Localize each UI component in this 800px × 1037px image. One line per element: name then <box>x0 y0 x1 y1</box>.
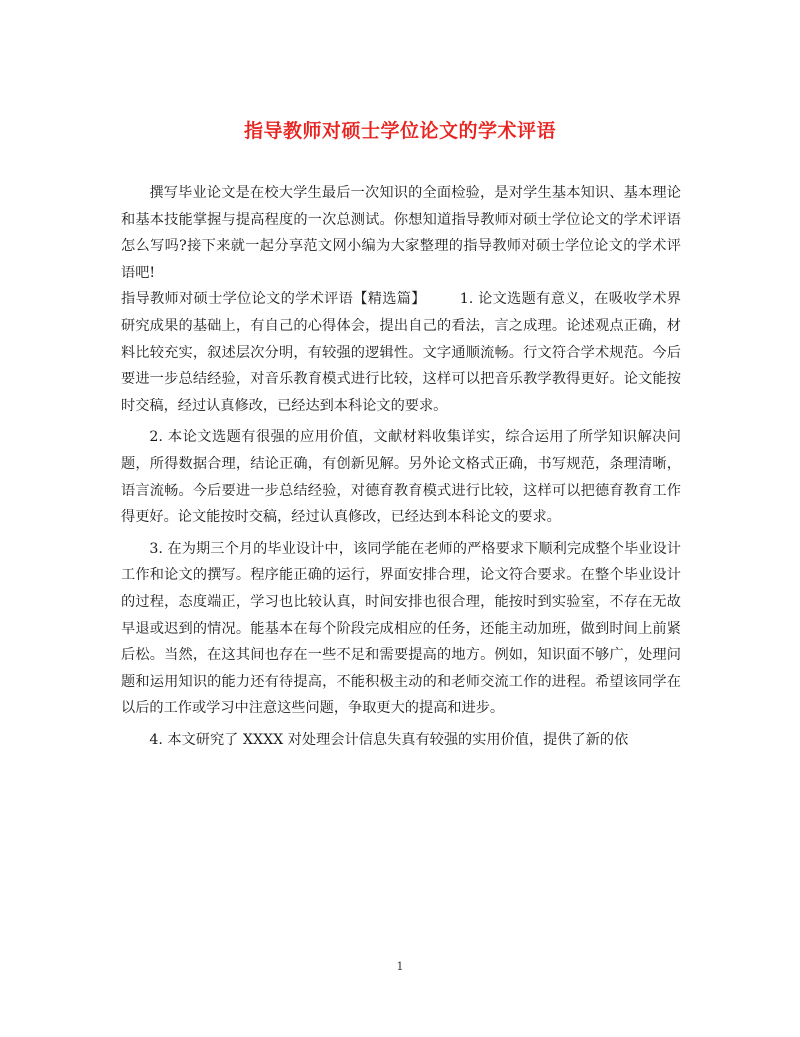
section-heading: 指导教师对硕士学位论文的学术评语【精选篇】 <box>121 291 426 308</box>
section-paragraph <box>121 286 681 419</box>
page-number: 1 <box>396 960 404 973</box>
comment-item-2: 2. 本论文选题有很强的应用价值，文献材料收集详实，综合运用了所学知识解决问题，所得数据合理，结论正确，有创新见解。另外论文格式正确，书写规范，条理清晰，语言流畅。今后要进一步总结经验，对德育教育模式进行比较，这样可以把德育教育工作得更好。论文能按时交稿，经过认真修改，已经达到本科论文的要求。 <box>121 429 681 526</box>
comment-item-1: 1. 论文选题有意义，在吸收学术界研究成果的基础上，有自己的心得体会，提出自己的看法，言之成理。论述观点正确，材料比较充实，叙述层次分明，有较强的逻辑性。文字通顺流畅。行文符合学术规范。今后要进一步总结经验，对音乐教育模式进行比较，这样可以把音乐教学教得更好。论文能按时交稿，经过认真修改，已经达到本科论文的要求。 <box>121 291 681 414</box>
comment-item-4: 4. 本文研究了 XXXX 对处理会计信息失真有较强的实用价值，提供了新的依 <box>149 731 629 748</box>
comment-item-3: 3. 在为期三个月的毕业设计中，该同学能在老师的严格要求下顺利完成整个毕业设计工作和论文的撰写。程序能正确的运行，界面安排合理，论文符合要求。在整个毕业设计的过程，态度端正，学习也比较认真，时间安排也很合理，能按时到实验室，不存在无故早退或迟到的情况。能基本在每个阶段完成相应的任务，还能主动加班，做到时间上前紧后松。当然，在这其间也存在一些不足和需要提高的地方。例如，知识面不够广，处理问题和运用知识的能力还有待提高，不能积极主动的和老师交流工作的进程。希望该同学在以后的工作或学习中注意这些问题，争取更大的提高和进步。 <box>121 540 681 717</box>
document-body <box>121 180 681 753</box>
intro-paragraph: 撰写毕业论文是在校大学生最后一次知识的全面检验，是对学生基本知识、基本理论和基本技能掌握与提高程度的一次总测试。你想知道指导教师对硕士学位论文的学术评语怎么写吗?接下来就一起分享范文网小编为大家整理的指导教师对硕士学位论文的学术评语吧! <box>121 185 681 281</box>
document-title: 指导教师对硕士学位论文的学术评语 <box>243 120 556 142</box>
